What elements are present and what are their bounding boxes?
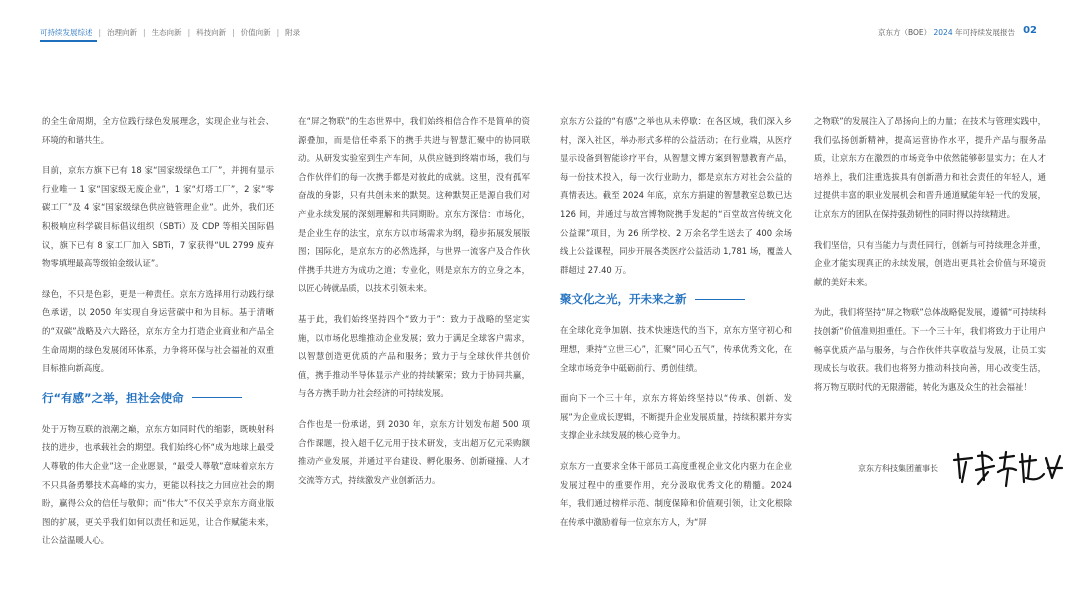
paragraph: 基于此，我们始终坚持四个“致力于”：致力于战略的坚定实施，以市场化思维推动企业发展；致力于满足全球客户需求，以智慧创造更优质的产品和服务；致力于与全球伙伴共创价值，携手推动半导体显示产业的持续繁荣；致力于协同共赢，与各方携手助力社会经济的可持续发展。 [298,313,530,399]
paragraph: 之物联”的发展注入了昂扬向上的力量；在技术与管理实践中，我们弘扬创新精神，提高运营协作水平，提升产品与服务品质，让京东方在激烈的市场竞争中依然能够彰显实力；在人才培养上，我们注重选拔具有创新潜力和社会责任的年轻人，通过提供丰富的职业发展机会和晋升通道赋能年轻一代的发展，让京东方的团队在保持强劲韧性的同时得以持续精进。 [814,116,1046,219]
section-heading-culture [560,291,792,307]
paragraph: 的全生命周期，全方位践行绿色发展理念，实现企业与社会、环境的和谐共生。 [42,116,274,145]
top-navigation [40,27,300,38]
section-heading-social-mission [42,390,274,406]
text-column-2 [298,112,530,501]
paragraph: 在“屏之物联”的生态世界中，我们始终相信合作不是简单的资源叠加，而是信任牵系下的携手共进与智慧汇聚中的协同联动。从研发实验室到生产车间，从供应链到终端市场，我们与合作伙伴们的每一次携手都是对彼此的成就。这里，没有孤军奋战的身影，只有共创未来的默契。这种默契正是源自我们对产业永续发展的深刻理解和共同期盼。京东方深信：市场化，是企业生存的法宝，京东方以市场需求为纲，稳步拓展发展版图；国际化，是京东方的必然选择，与世界一流客户及合作伙伴携手共进方为成功之道；专业化，则是京东方的立身之本，以匠心铸就品质，以技术引领未来。 [298,116,530,294]
nav-separator: | [98,28,102,37]
paragraph: 合作也是一份承诺，到 2030 年，京东方计划发布超 500 项合作课题，投入超千亿元用于技术研发，支出超万亿元采购额推动产业发展，并通过平台建设、孵化服务、创新碰撞、人才交流等方式，持续激发产业创新活力。 [298,418,530,485]
text-column-1 [42,112,274,562]
heading-rule [192,397,242,399]
paragraph: 面向下一个三十年，京东方将始终坚持以“传承、创新、发展”为企业成长逻辑，不断提升企业发展质量，持续积累并夯实支撑企业永续发展的核心竞争力。 [560,393,792,441]
heading-rule [695,299,745,301]
nav-item-governance[interactable]: 治理向新 [107,28,138,37]
nav-separator: | [232,28,235,37]
section-heading-text: 行“有感”之举，担社会使命 [42,390,184,405]
report-year: 2024 [933,28,953,37]
section-heading-text: 聚文化之光，开未来之新 [560,292,687,307]
report-title [878,27,1015,38]
nav-separator: | [143,28,146,37]
nav-item-value[interactable]: 价值向新 [240,28,271,37]
chairman-signature-block [858,448,1068,488]
nav-separator: | [276,28,280,37]
report-name: 年可持续发展报告 [955,28,1015,37]
paragraph: 绿色，不只是色彩，更是一种责任。京东方选择用行动践行绿色承诺，以 2050 年实现自身运营碳中和为目标。基于清晰的“双碳”战略及六大路径，京东方全力打造企业商业和产品全生命周期的绿色发展闭环体系，力争将环保与社会福祉的双重目标推向新高度。 [42,288,274,374]
nav-item-sustainability-overview[interactable]: 可持续发展综述 [40,28,93,37]
nav-separator: | [187,28,191,37]
text-column-3 [560,112,792,543]
paragraph: 处于万物互联的浪潮之巅，京东方如同时代的缩影，既映射科技的进步，也承载社会的期望。我们始终心怀“成为地球上最受人尊敬的伟大企业”这一企业愿景，“最受人尊敬”意味着京东方不只具备勇攀技术高峰的实力，更能以科技之力回应社会的期盼，赢得公众的信任与敬仰；而“伟大”不仅关乎京东方商业版图的扩展，更关乎我们如何以责任和远见，让合作赋能未来，让公益温暖人心。 [42,423,274,546]
paragraph: 在全球化竞争加剧、技术快速迭代的当下，京东方坚守初心和理想，秉持“立世三心”，汇聚“同心五气”，传承优秀文化，在全球市场竞争中砥砺前行、勇创佳绩。 [560,325,792,373]
text-column-4 [814,112,1046,408]
active-nav-underline [40,40,97,42]
paragraph: 为此，我们将坚持“屏之物联”总体战略促发展，遵循“可持续科技创新”价值准则担重任。下一个三十年，我们将致力于让用户畅享优质产品与服务，与合作伙伴共享收益与发展，让员工实现成长与收获。我们也将努力推动科技向善，用心改变生活，将万物互联时代的无限潜能，转化为惠及众生的社会福祉！ [814,307,1046,392]
paragraph: 我们坚信，只有当能力与责任同行，创新与可持续理念并重，企业才能实现真正的永续发展，创造出更具社会价值与环境贡献的美好未来。 [814,239,1046,287]
signature-label: 京东方科技集团董事长 [858,463,938,473]
nav-item-ecology[interactable]: 生态向新 [151,28,182,37]
nav-item-technology[interactable]: 科技向新 [196,28,227,37]
paragraph: 京东方公益的“有感”之举也从未停歇：在各区域，我们深入乡村，深入社区，举办形式多样的公益活动；在行业端，从医疗显示设备到智能诊疗平台，从智慧文博方案到智慧教育产品，每一份技术投入，每一次行业助力，都是京东方对社会公益的真情表达。截至 2024 年底，京东方捐建的智慧教室总数已达 126 间，并通过与故宫博物院携手发起的“百堂故宫传统文化公益课”项目，为 26 所学校、2 万余名学生送去了 400 余场线上公益课程，同步开展各类医疗公益活动 1,781 场，覆盖人群超过 27.40 万。 [560,116,792,275]
paragraph: 京东方一直要求全体干部员工高度重视企业文化内驱力在企业发展过程中的重要作用，充分汲取优秀文化的精髓。2024 年，我们通过榜样示范、制度保障和价值观引领，让文化根除在传承中激励着每一位京东方人，为“屏 [560,460,792,527]
nav-item-appendix[interactable]: 附录 [285,28,301,37]
report-company: 京东方（BOE） [877,28,932,37]
page-number: 02 [1023,25,1037,36]
paragraph: 目前，京东方旗下已有 18 家“国家级绿色工厂”，并拥有显示行业唯一 1 家“国家级无废企业”，1 家“灯塔工厂”，2 家“零碳工厂”及 4 家“国家级绿色供应链管理企业”。此外，我们还积极响应科学碳目标倡议组织（SBTi）及 CDP 等相关国际倡议，旗下已有 8 家工厂加入 SBTi，7 家获得“UL 2799 废弃物零填埋最高等级铂金级认证”。 [42,165,274,269]
handwritten-signature [948,448,1068,488]
